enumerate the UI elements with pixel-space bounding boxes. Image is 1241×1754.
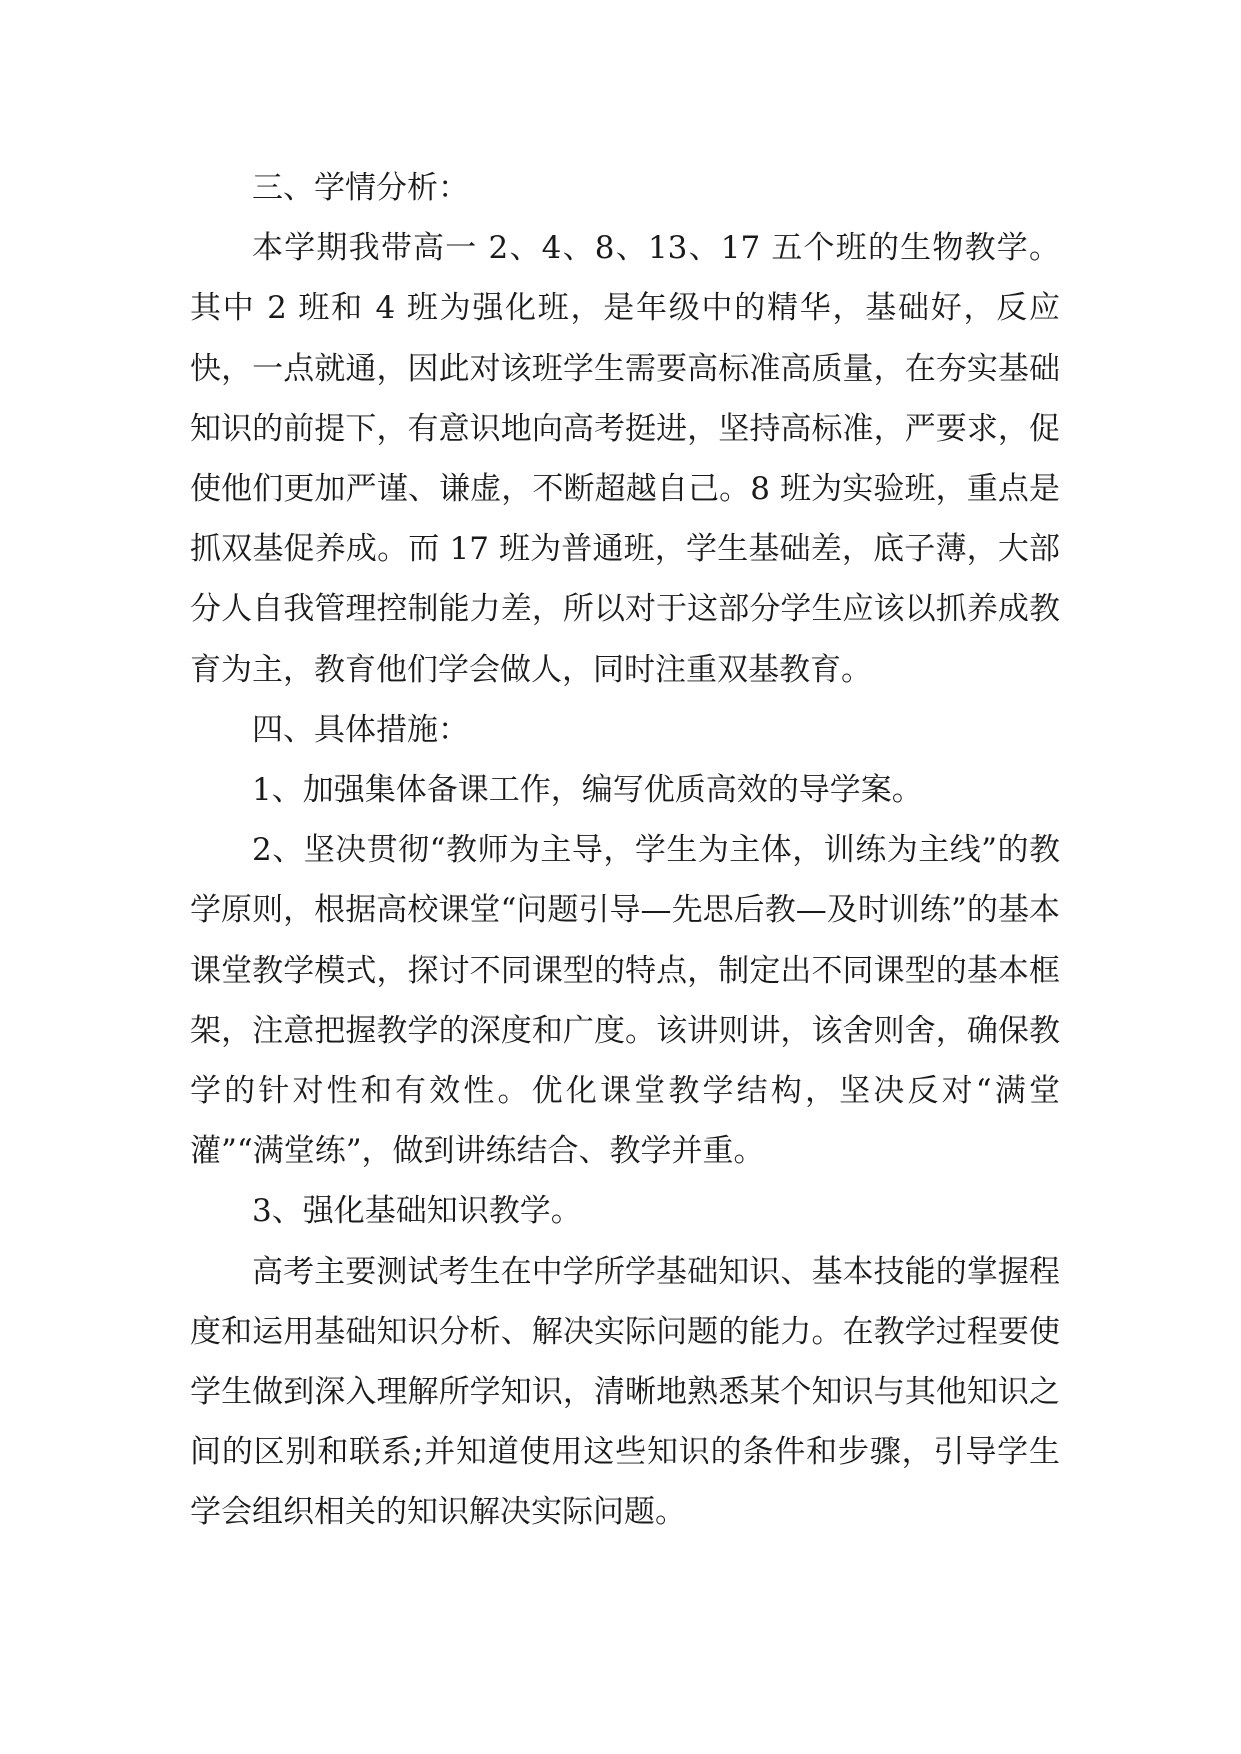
section-heading-student-analysis: 三、学情分析： — [252, 170, 469, 206]
measure-item-3: 3、强化基础知识教学。 — [252, 1193, 582, 1230]
paragraph-exam-focus: 高考主要测试考生在中学所学基础知识、基本技能的掌握程度和运用基础知识分析、解决实际问题的能力。在教学过程要使学生做到深入理解所学知识，清晰地熟悉某个知识与其他知识之间的区别和联系;并知道使用这些知识的条件和步骤，引导学生学会组织相关的知识解决实际问题。 — [190, 1253, 1060, 1531]
measure-item-1: 1、加强集体备课工作，编写优质高效的导学案。 — [252, 772, 923, 809]
paragraph-student-analysis: 本学期我带高一 2、4、8、13、17 五个班的生物教学。其中 2 班和 4 班为强化班，是年级中的精华，基础好，反应快，一点就通，因此对该班学生需要高标准高质量，在夯实基础知识的前提下，有意识地向高考挺进，坚持高标准，严要求，促使他们更加严谨、谦虚，不断超越自己。8 班为实验班，重点是抓双基促养成。而 17 班为普通班，学生基础差，底子薄，大部分人自我管理控制能力差，所以对于这部分学生应该以抓养成教育为主，教育他们学会做人，同时注重双基教育。 — [190, 230, 1060, 688]
measure-item-2: 2、坚决贯彻“教师为主导，学生为主体，训练为主线”的教学原则，根据高校课堂“问题引导—先思后教—及时训练”的基本课堂教学模式，探讨不同课型的特点，制定出不同课型的基本框架，注意把握教学的深度和广度。该讲则讲，该舍则舍，确保教学的针对性和有效性。优化课堂教学结构，坚决反对“满堂灌”“满堂练”，做到讲练结合、教学并重。 — [190, 832, 1060, 1170]
section-heading-measures: 四、具体措施： — [252, 711, 469, 748]
document-body — [190, 158, 1060, 1543]
